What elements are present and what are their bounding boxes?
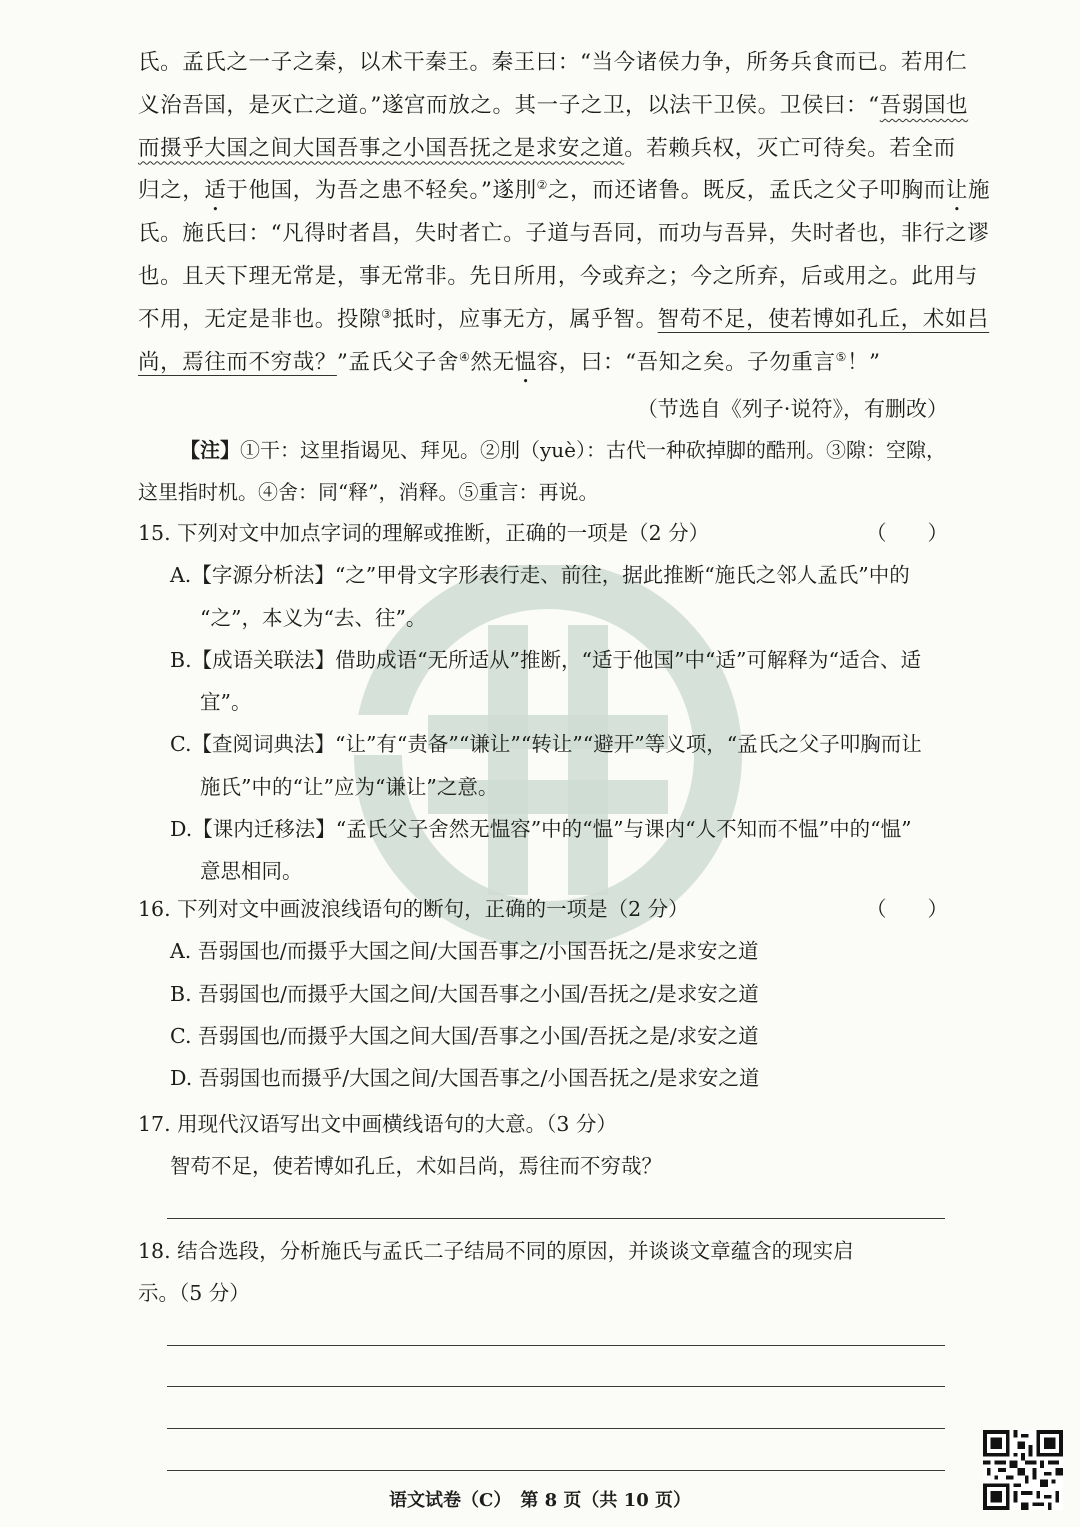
notes-label: 【注】 [180,438,240,462]
question-17 [138,1109,948,1194]
option-text: A.【字源分析法】“之”甲骨文字形表行走、前往，据此推断“施氏之邻人孟氏”中的 [170,563,910,588]
option-text: 施氏”中的“让”应为“谦让”之意。 [200,774,499,799]
passage-text: 不用，无定是非也。投隙 [138,306,382,332]
passage-text: 。若赖兵权，灭亡可待矣。若全而 [624,135,956,161]
wavy-underlined-text: 而摄乎大国之间大国吾事之小国吾抚之是求安之道 [138,135,625,161]
answer-line[interactable] [167,1386,945,1387]
answer-line[interactable] [167,1428,945,1429]
answer-line[interactable] [167,1218,945,1219]
question-stem-text: 示。（5 分） [138,1281,250,1306]
question-stem [138,1236,948,1278]
question-stem-text: 17. 用现代汉语写出文中画横线语句的大意。（3 分） [138,1112,617,1136]
passage-line [138,262,978,305]
option-d[interactable] [138,814,948,856]
answer-line[interactable] [167,1345,945,1346]
option-b[interactable] [138,979,948,1021]
dotted-word: 适 [204,178,227,204]
underlined-text: 智苟不足，使若博如孔丘，术如吕 [657,306,990,332]
underlined-text: 尚，焉往而不穷哉？ [138,349,337,375]
option-text: 意思相同。 [200,859,303,884]
passage-text: 之，而还诸鲁。既反，孟氏之父子叩胸而 [548,178,946,204]
passage-text: 归之， [138,178,205,204]
quoted-sentence-text: 智苟不足，使若博如孔丘，术如吕尚，焉往而不穷哉？ [170,1154,662,1179]
option-a[interactable] [138,936,948,978]
dotted-word: 让 [945,178,968,204]
notes-text: ①干：这里指谒见、拜见。②刖（yuè）：古代一种砍掉脚的酷刑。③隙：空隙， [240,438,947,462]
option-c[interactable] [138,1021,948,1063]
option-text: C.【查阅词典法】“让”有“责备”“谦让”“转让”“避开”等义项，“孟氏之父子叩胸而让 [170,732,922,757]
option-c-cont [138,772,948,814]
notes-line [138,435,948,477]
annotation-notes [138,435,948,519]
passage-text: 施 [967,178,991,204]
passage-line [138,134,956,177]
question-stem [138,518,948,560]
option-c[interactable] [138,729,948,771]
option-text: “之”，本义为“去、往”。 [200,605,427,630]
option-a[interactable] [138,560,948,602]
question-stem [138,1109,948,1151]
footnote-marker: ③ [381,306,393,321]
option-text: C. 吾弱国也/而摄乎大国之间大国/吾事之小国/吾抚之是/求安之道 [170,1023,759,1048]
page-footer: 语文试卷（C） 第 8 页（共 10 页） [389,1490,691,1511]
passage-text: 义治吾国，是灭亡之道。”遂宫而放之。其一子之卫，以法干卫侯。卫侯曰：“ [138,92,880,118]
passage-line [138,91,969,134]
passage-text: 抵时，应事无方，属乎智。 [392,306,658,332]
question-stem-text: 15. 下列对文中加点字词的理解或推断，正确的一项是（2 分） [138,521,710,545]
option-text: B.【成语关联法】借助成语“无所适从”推断，“适于他国”中“适”可解释为“适合、适 [170,647,921,672]
option-text: D. 吾弱国也而摄乎/大国之间/大国吾事之/小国吾抚之/是求安之道 [170,1066,760,1091]
footnote-marker: ② [536,178,549,193]
question-16 [138,894,948,1105]
passage-line [138,219,990,262]
option-text: B. 吾弱国也/而摄乎大国之间/大国吾事之小国/吾抚之/是求安之道 [170,981,759,1006]
option-text: A. 吾弱国也/而摄乎大国之间/大国吾事之/小国吾抚之/是求安之道 [170,939,759,964]
passage-line [138,48,968,91]
option-d[interactable] [138,1063,948,1105]
footnote-marker: ⑤ [835,349,847,364]
classical-passage [138,48,991,390]
answer-parentheses[interactable]: （ ） [866,897,948,921]
question-stem [138,894,948,936]
passage-text: 于他国，为吾之患不轻矣。”遂刖 [226,178,537,204]
question-18 [138,1236,948,1321]
notes-text: 这里指时机。④舍：同“释”，消释。⑤重言：再说。 [138,480,599,504]
option-text: 宜”。 [200,690,252,715]
answer-line[interactable] [167,1470,945,1471]
question-15 [138,518,948,899]
notes-line [138,477,948,519]
answer-parentheses[interactable]: （ ） [866,521,948,545]
passage-text: 也。且天下理无常是，事无常非。先日所用，今或弃之；今之所弃，后或用之。此用与 [138,263,978,289]
option-text: D.【课内迁移法】“孟氏父子舍然无愠容”中的“愠”与课内“人不知而不愠”中的“愠” [170,817,912,842]
question-stem-text: 18. 结合选段，分析施氏与孟氏二子结局不同的原因，并谈谈文章蕴含的现实启 [138,1239,854,1263]
passage-line [138,176,991,219]
option-d-cont [138,856,948,898]
option-b-cont [138,687,948,729]
dotted-word: 愠 [514,349,537,375]
passage-text: ！” [846,349,881,375]
passage-text: 然无 [470,349,515,375]
question-stem-cont [138,1278,948,1320]
option-a-cont [138,603,948,645]
question-stem-text: 16. 下列对文中画波浪线语句的断句，正确的一项是（2 分） [138,897,689,921]
passage-line [138,305,990,348]
passage-text: 氏。孟氏之一子之秦，以术干秦王。秦王曰：“当今诸侯力争，所务兵食而已。若用仁 [138,50,968,75]
passage-text: 容，曰：“吾知之矣。子勿重言 [536,349,836,375]
passage-line [138,348,948,391]
option-b[interactable] [138,645,948,687]
quoted-sentence [138,1151,948,1193]
footnote-marker: ④ [459,349,471,364]
passage-source: （节选自《列子·说符》，有删改） [636,397,948,421]
passage-text: 氏。施氏曰：“凡得时者昌，失时者亡。子道与吾同，而功与吾异，失时者也，非行之谬 [138,221,990,247]
passage-text: ”孟氏父子舍 [336,349,459,375]
wavy-underlined-text: 吾弱国也 [879,92,969,118]
